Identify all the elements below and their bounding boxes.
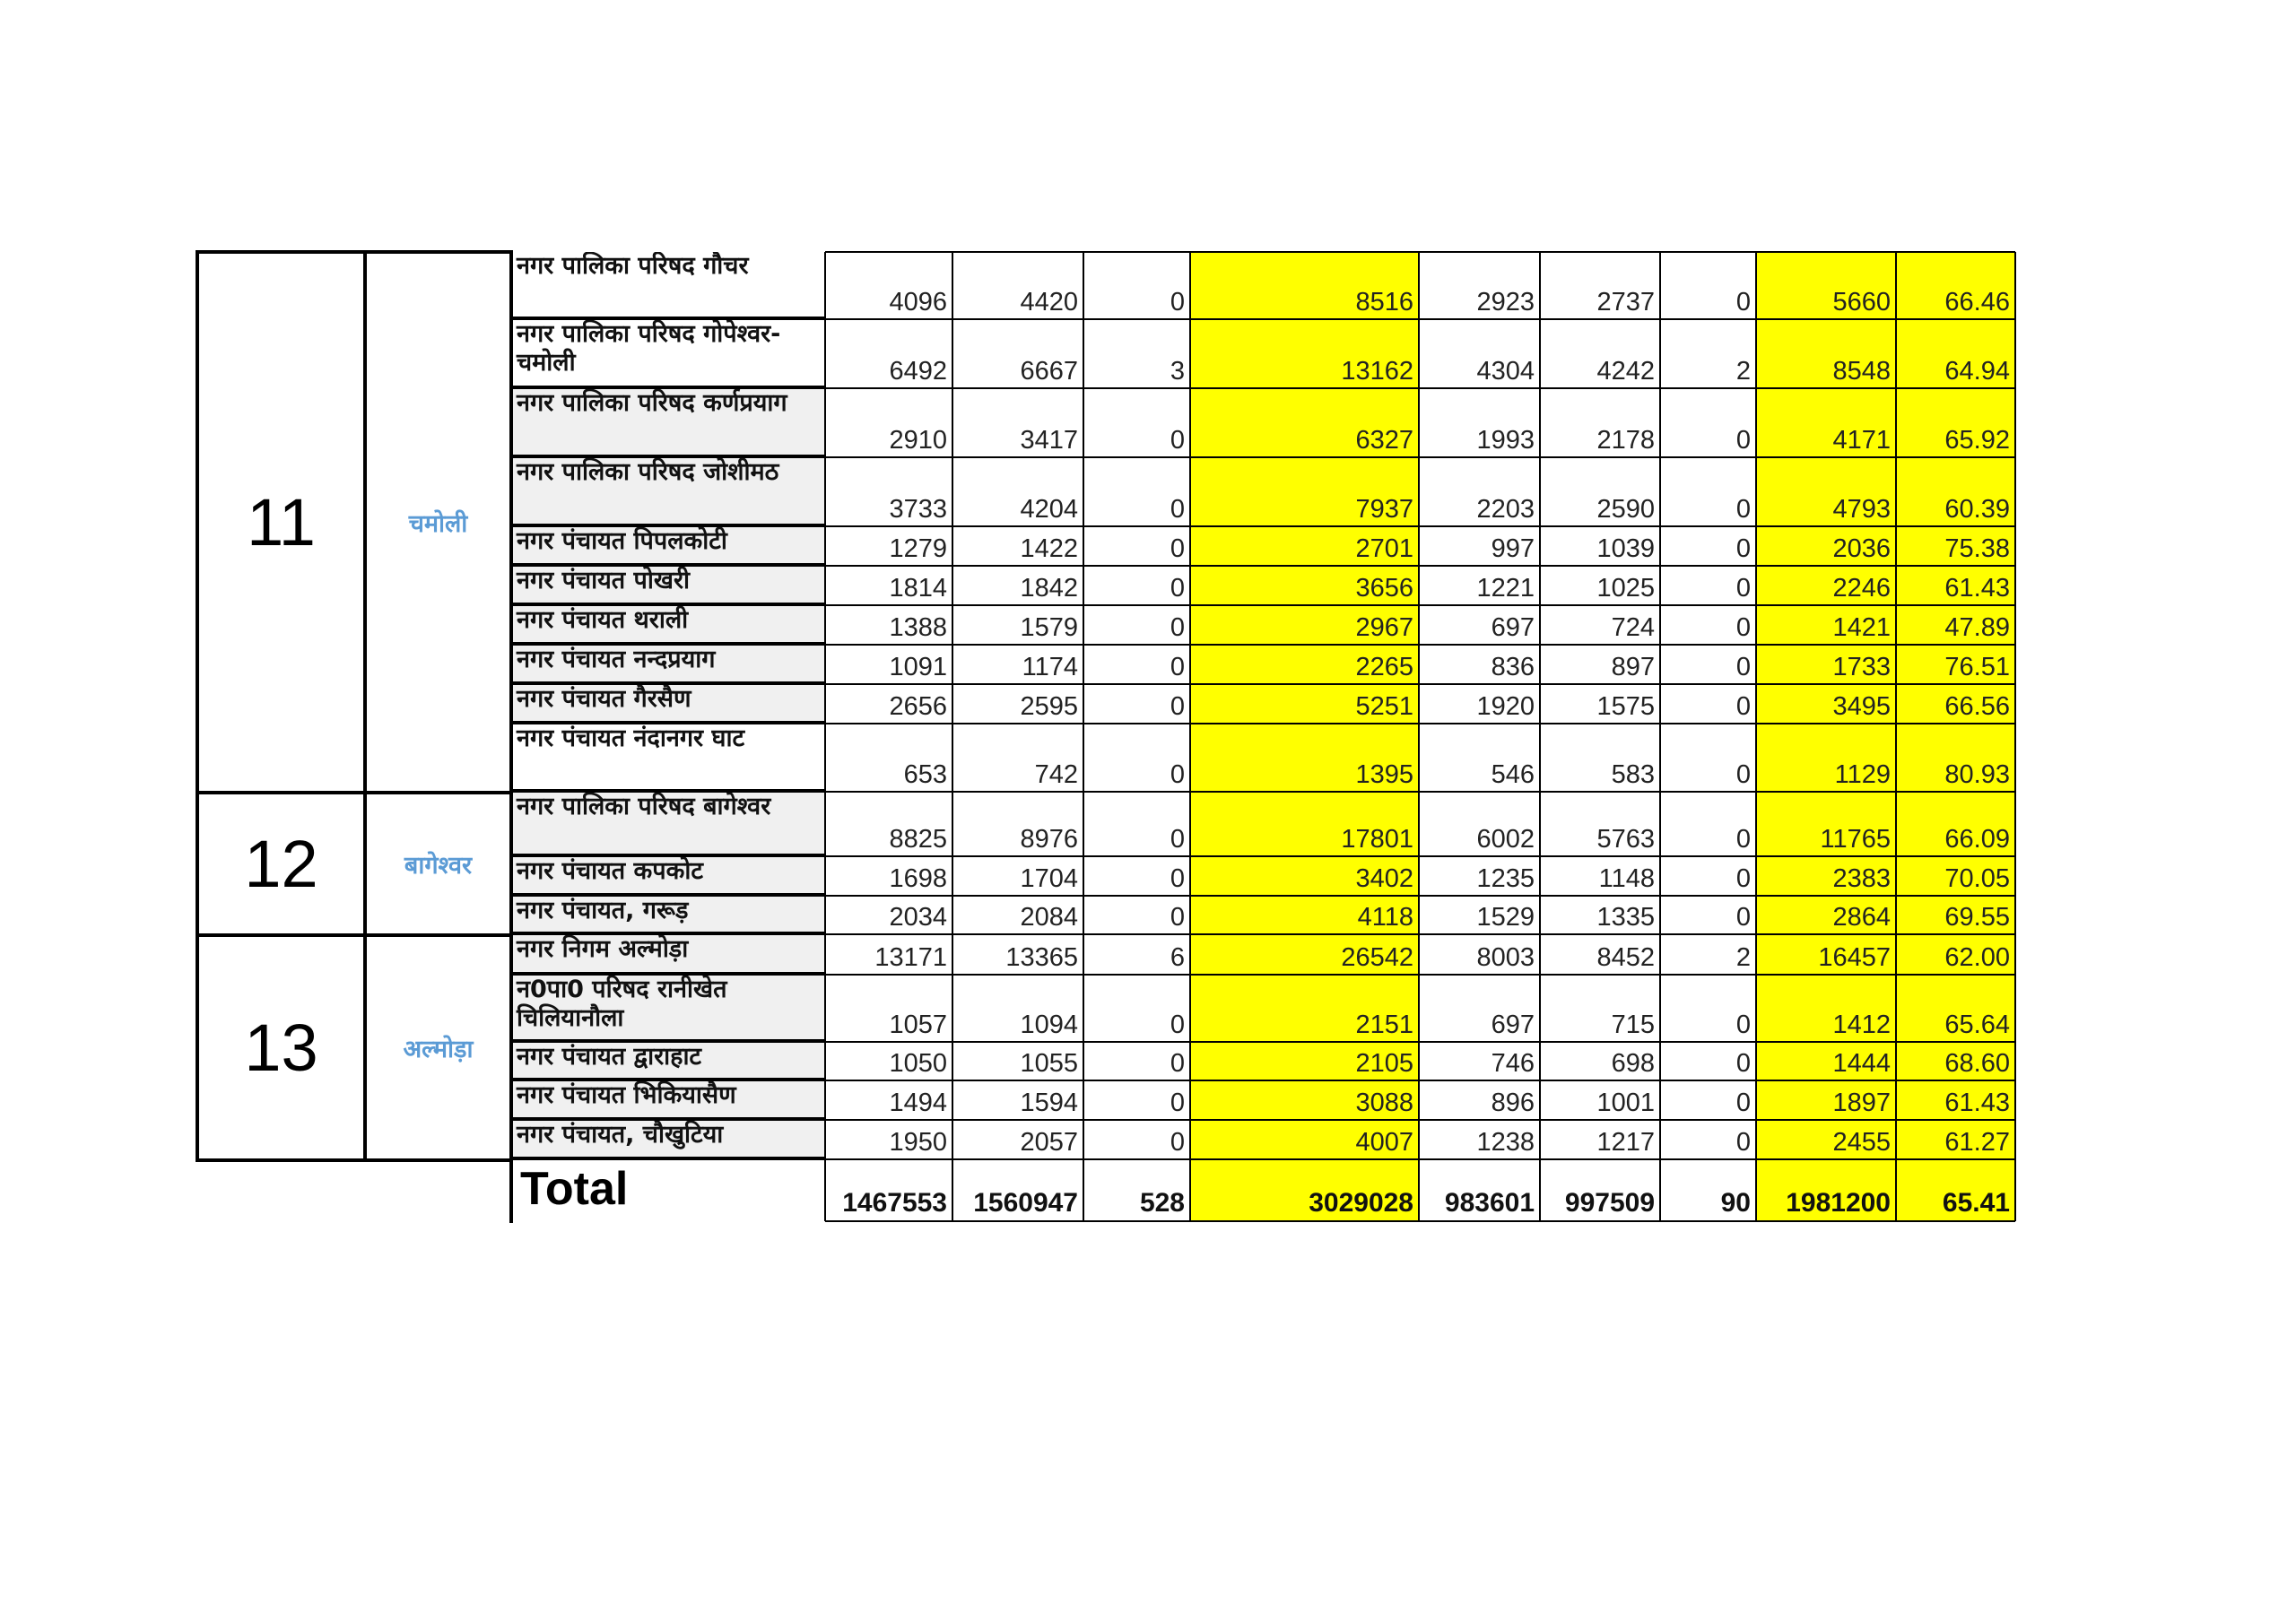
value-cell: 1174 (1022, 653, 1078, 681)
value-cell: 1422 (1020, 534, 1078, 563)
value-cell: 0 (1735, 613, 1751, 642)
row-name-cell: नगर पंचायत नन्दप्रयाग (511, 646, 825, 685)
value-cell: 1217 (1596, 1128, 1655, 1157)
value-cell: 1698 (889, 864, 947, 893)
value-cell: 0 (1170, 613, 1185, 642)
value-cell: 3088 (1190, 1081, 1419, 1121)
value-cell: 6492 (889, 357, 947, 386)
value-cell: 2151 (1190, 976, 1419, 1043)
value-cell: 0 (1735, 288, 1751, 317)
column-divider (1189, 252, 1191, 1221)
value-cell: 66.09 (1896, 793, 2015, 857)
value-cell: 1279 (889, 534, 947, 563)
value-cell: 0 (1735, 1128, 1751, 1157)
value-cell: 2034 (889, 903, 947, 932)
value-cell: 0 (1170, 534, 1185, 563)
table-top-border (825, 251, 2015, 253)
value-cell: 546 (1491, 760, 1535, 789)
value-cell: 1421 (1756, 606, 1896, 646)
value-cell: 0 (1735, 825, 1751, 854)
value-cell: 2967 (1190, 606, 1419, 646)
value-cell: 1494 (889, 1089, 947, 1117)
value-cell: 1412 (1756, 976, 1896, 1043)
column-divider (1539, 252, 1541, 1221)
total-value-cell: 1981200 (1756, 1160, 1896, 1221)
value-cell: 2656 (889, 692, 947, 721)
value-cell: 70.05 (1896, 857, 2015, 897)
value-cell: 65.92 (1896, 389, 2015, 458)
value-cell: 0 (1735, 653, 1751, 681)
value-cell: 1814 (889, 574, 947, 603)
value-cell: 1055 (1020, 1049, 1078, 1078)
value-cell: 2084 (1020, 903, 1078, 932)
value-cell: 698 (1611, 1049, 1655, 1078)
value-cell: 1238 (1476, 1128, 1535, 1157)
value-cell: 1842 (1020, 574, 1078, 603)
value-cell: 2036 (1756, 527, 1896, 567)
value-cell: 66.56 (1896, 685, 2015, 724)
value-cell: 6002 (1476, 825, 1535, 854)
value-cell: 1575 (1596, 692, 1655, 721)
district-name: चमोली (408, 510, 468, 538)
value-cell: 1529 (1476, 903, 1535, 932)
total-label: Total (520, 1163, 629, 1215)
value-cell: 2455 (1756, 1121, 1896, 1160)
value-cell: 2923 (1476, 288, 1535, 317)
value-cell: 0 (1735, 903, 1751, 932)
row-name-cell: नगर पालिका परिषद जोशीमठ (511, 458, 825, 527)
value-cell: 0 (1735, 864, 1751, 893)
value-cell: 0 (1170, 1128, 1185, 1157)
column-divider (1418, 252, 1420, 1221)
value-cell: 836 (1491, 653, 1535, 681)
value-cell: 75.38 (1896, 527, 2015, 567)
value-cell: 715 (1611, 1010, 1655, 1039)
column-divider (824, 252, 826, 1221)
district-border (509, 250, 513, 1223)
value-cell: 8548 (1756, 320, 1896, 389)
value-cell: 4204 (1020, 495, 1078, 524)
value-cell: 0 (1735, 426, 1751, 455)
value-cell: 724 (1611, 613, 1655, 642)
value-cell: 2864 (1756, 897, 1896, 935)
value-cell: 0 (1735, 692, 1751, 721)
value-cell: 3656 (1190, 567, 1419, 606)
value-cell: 1335 (1596, 903, 1655, 932)
value-cell: 1993 (1476, 426, 1535, 455)
value-cell: 1897 (1756, 1081, 1896, 1121)
value-cell: 4304 (1476, 357, 1535, 386)
value-cell: 697 (1491, 613, 1535, 642)
value-cell: 897 (1611, 653, 1655, 681)
value-cell: 47.89 (1896, 606, 2015, 646)
value-cell: 0 (1735, 1049, 1751, 1078)
value-cell: 2105 (1190, 1043, 1419, 1081)
value-cell: 2265 (1190, 646, 1419, 685)
value-cell: 1148 (1598, 864, 1655, 893)
value-cell: 4242 (1596, 357, 1655, 386)
value-cell: 5763 (1596, 825, 1655, 854)
value-cell: 0 (1170, 574, 1185, 603)
value-cell: 1920 (1476, 692, 1535, 721)
value-cell: 1129 (1756, 724, 1896, 793)
total-value-cell: 528 (1139, 1188, 1185, 1218)
row-name-cell: नगर पंचायत नंदानगर घाट (511, 724, 825, 793)
row-name-cell: नगर निगम अल्मोड़ा (511, 935, 825, 976)
value-cell: 2 (1735, 357, 1751, 386)
value-cell: 1733 (1756, 646, 1896, 685)
row-name-cell: नगर पंचायत गैरसैण (511, 685, 825, 724)
value-cell: 2910 (889, 426, 947, 455)
value-cell: 0 (1170, 1089, 1185, 1117)
value-cell: 0 (1170, 864, 1185, 893)
value-cell: 0 (1170, 1049, 1185, 1078)
row-name-cell: नगर पालिका परिषद गोपेश्वर-चमोली (511, 320, 825, 389)
row-name-cell: नगर पंचायत भिकियासैण (511, 1081, 825, 1121)
row-name-cell: नगर पालिका परिषद बागेश्वर (511, 793, 825, 857)
value-cell: 8452 (1596, 943, 1655, 972)
value-cell: 68.60 (1896, 1043, 2015, 1081)
value-cell: 2178 (1596, 426, 1655, 455)
value-cell: 0 (1735, 1010, 1751, 1039)
group-border (197, 250, 513, 254)
value-cell: 13365 (1005, 943, 1078, 972)
value-cell: 2737 (1596, 288, 1655, 317)
value-cell: 1050 (889, 1049, 947, 1078)
value-cell: 653 (903, 760, 947, 789)
value-cell: 26542 (1190, 935, 1419, 976)
value-cell: 76.51 (1896, 646, 2015, 685)
serial-number: 13 (244, 1010, 318, 1085)
value-cell: 8825 (889, 825, 947, 854)
value-cell: 5660 (1756, 252, 1896, 320)
value-cell: 4118 (1190, 897, 1419, 935)
value-cell: 2595 (1020, 692, 1078, 721)
value-cell: 0 (1735, 534, 1751, 563)
sno-border (363, 250, 367, 1162)
value-cell: 1704 (1020, 864, 1078, 893)
value-cell: 2 (1735, 943, 1751, 972)
total-value-cell: 983601 (1444, 1188, 1535, 1218)
value-cell: 742 (1034, 760, 1078, 789)
value-cell: 3402 (1190, 857, 1419, 897)
value-cell: 65.64 (1896, 976, 2015, 1043)
value-cell: 80.93 (1896, 724, 2015, 793)
value-cell: 896 (1491, 1089, 1535, 1117)
row-name-cell: नगर पंचायत पिपलकोटी (511, 527, 825, 567)
value-cell: 697 (1491, 1010, 1535, 1039)
group-border (197, 1158, 513, 1162)
value-cell: 16457 (1756, 935, 1896, 976)
total-value-cell: 3029028 (1190, 1160, 1419, 1221)
value-cell: 17801 (1190, 793, 1419, 857)
total-value-cell: 1467553 (842, 1188, 947, 1218)
value-cell: 60.39 (1896, 458, 2015, 527)
total-value-cell: 90 (1720, 1188, 1751, 1218)
value-cell: 4793 (1756, 458, 1896, 527)
row-name-cell: नगर पालिका परिषद गौचर (511, 252, 825, 320)
value-cell: 4171 (1756, 389, 1896, 458)
row-name-cell: नगर पंचायत, गरूड़ (511, 897, 825, 935)
value-cell: 1579 (1020, 613, 1078, 642)
value-cell: 1221 (1476, 574, 1535, 603)
district-name: बागेश्वर (404, 852, 473, 880)
value-cell: 3495 (1756, 685, 1896, 724)
value-cell: 0 (1735, 760, 1751, 789)
value-cell: 2590 (1596, 495, 1655, 524)
value-cell: 4420 (1020, 288, 1078, 317)
value-cell: 997 (1491, 534, 1535, 563)
column-divider (952, 252, 953, 1221)
column-divider (1083, 252, 1084, 1221)
value-cell: 1395 (1190, 724, 1419, 793)
total-value-cell: 1560947 (973, 1188, 1078, 1218)
value-cell: 62.00 (1896, 935, 2015, 976)
value-cell: 69.55 (1896, 897, 2015, 935)
value-cell: 1091 (889, 653, 947, 681)
row-name-cell: नगर पालिका परिषद कर्णप्रयाग (511, 389, 825, 458)
value-cell: 66.46 (1896, 252, 2015, 320)
value-cell: 0 (1170, 692, 1185, 721)
value-cell: 0 (1170, 760, 1185, 789)
value-cell: 6327 (1190, 389, 1419, 458)
column-divider (2014, 252, 2016, 1221)
value-cell: 1594 (1020, 1089, 1078, 1117)
value-cell: 1950 (889, 1128, 947, 1157)
value-cell: 0 (1170, 495, 1185, 524)
value-cell: 1388 (889, 613, 947, 642)
row-name-cell: नगर पंचायत पोखरी (511, 567, 825, 606)
value-cell: 2246 (1756, 567, 1896, 606)
value-cell: 2701 (1190, 527, 1419, 567)
value-cell: 4007 (1190, 1121, 1419, 1160)
value-cell: 1235 (1476, 864, 1535, 893)
value-cell: 7937 (1190, 458, 1419, 527)
value-cell: 583 (1611, 760, 1655, 789)
value-cell: 11765 (1756, 793, 1896, 857)
value-cell: 0 (1170, 825, 1185, 854)
row-name-cell: न0पा0 परिषद रानीखेत चिलियानौला (511, 976, 825, 1043)
value-cell: 8516 (1190, 252, 1419, 320)
value-cell: 0 (1735, 574, 1751, 603)
value-cell: 2203 (1476, 495, 1535, 524)
serial-number: 11 (247, 485, 316, 559)
value-cell: 6 (1170, 943, 1185, 972)
value-cell: 3417 (1020, 426, 1078, 455)
value-cell: 8976 (1020, 825, 1078, 854)
table-bottom-border (825, 1220, 2015, 1222)
row-name-cell: नगर पंचायत, चौखुटिया (511, 1121, 825, 1160)
row-name-cell: नगर पंचायत थराली (511, 606, 825, 646)
group-border (197, 791, 513, 794)
group-border (197, 933, 513, 937)
value-cell: 1025 (1596, 574, 1655, 603)
value-cell: 5251 (1190, 685, 1419, 724)
value-cell: 3 (1170, 357, 1185, 386)
value-cell: 0 (1170, 653, 1185, 681)
value-cell: 3733 (889, 495, 947, 524)
value-cell: 1039 (1596, 534, 1655, 563)
value-cell: 2383 (1756, 857, 1896, 897)
value-cell: 1094 (1020, 1010, 1078, 1039)
column-divider (1895, 252, 1897, 1221)
value-cell: 6667 (1020, 357, 1078, 386)
value-cell: 2057 (1020, 1128, 1078, 1157)
value-cell: 1001 (1596, 1089, 1655, 1117)
total-value-cell: 997509 (1564, 1188, 1655, 1218)
serial-number: 12 (244, 827, 318, 901)
value-cell: 1057 (889, 1010, 947, 1039)
row-name-cell: नगर पंचायत द्वाराहाट (511, 1043, 825, 1081)
value-cell: 13171 (874, 943, 947, 972)
row-name-cell: नगर पंचायत कपकोट (511, 857, 825, 897)
district-name: अल्मोड़ा (403, 1036, 474, 1063)
value-cell: 0 (1735, 495, 1751, 524)
value-cell: 0 (1170, 1010, 1185, 1039)
value-cell: 61.43 (1896, 1081, 2015, 1121)
value-cell: 0 (1170, 903, 1185, 932)
value-cell: 0 (1170, 288, 1185, 317)
value-cell: 13162 (1190, 320, 1419, 389)
value-cell: 61.43 (1896, 567, 2015, 606)
value-cell: 746 (1491, 1049, 1535, 1078)
outer-border-left (196, 250, 199, 1162)
value-cell: 4096 (889, 288, 947, 317)
value-cell: 0 (1735, 1089, 1751, 1117)
value-cell: 1444 (1756, 1043, 1896, 1081)
value-cell: 8003 (1476, 943, 1535, 972)
total-value-cell: 65.41 (1896, 1160, 2015, 1221)
value-cell: 0 (1170, 426, 1185, 455)
value-cell: 64.94 (1896, 320, 2015, 389)
column-divider (1659, 252, 1661, 1221)
column-divider (1755, 252, 1757, 1221)
value-cell: 61.27 (1896, 1121, 2015, 1160)
